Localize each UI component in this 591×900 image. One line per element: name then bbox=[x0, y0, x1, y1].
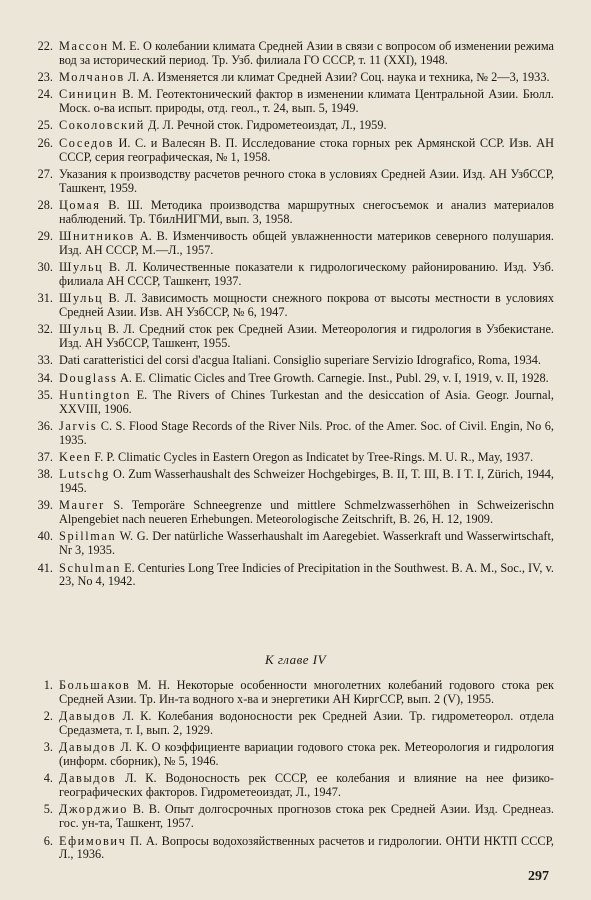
reference-author: Huntington bbox=[59, 387, 132, 402]
reference-number: 40. bbox=[37, 529, 53, 544]
reference-number: 37. bbox=[37, 450, 53, 465]
reference-text bbox=[59, 137, 554, 165]
reference-text bbox=[59, 530, 554, 558]
reference-item bbox=[28, 530, 554, 558]
reference-author: Цомая bbox=[59, 197, 101, 212]
reference-author: Maurer bbox=[59, 498, 105, 513]
reference-item bbox=[28, 323, 554, 351]
reference-author: Jarvis bbox=[59, 418, 98, 433]
reference-item bbox=[28, 772, 554, 800]
reference-number: 39. bbox=[37, 498, 53, 513]
reference-item bbox=[28, 88, 554, 116]
page-number: 297 bbox=[528, 869, 549, 884]
reference-text bbox=[59, 835, 554, 863]
reference-author: Шнитников bbox=[59, 228, 135, 243]
reference-citation: П. А. Вопросы водохозяйственных расчетов и гидрологии. ОНТИ НКТП СССР, Л., 1936. bbox=[59, 833, 554, 862]
reference-citation: Л. К. Водоносность рек СССР, ее колебания и влияние на нее физико-географических факторов. Гидрометеоиздат, Л., 1947. bbox=[59, 771, 554, 800]
reference-text bbox=[59, 230, 554, 258]
reference-citation: Л. К. Колебания водоносности рек Средней Азии. Тр. гидрометеорол. отдела Средазмета, т. I, вып. 2, 1929. bbox=[59, 709, 554, 738]
reference-text bbox=[59, 323, 554, 351]
reference-author: Schulman bbox=[59, 560, 121, 575]
reference-item bbox=[28, 168, 554, 196]
reference-author: Синицин bbox=[59, 87, 118, 102]
reference-text bbox=[59, 119, 554, 133]
reference-text bbox=[59, 199, 554, 227]
reference-text bbox=[59, 562, 554, 590]
reference-author: Массон bbox=[59, 39, 109, 53]
reference-author: Lutschg bbox=[59, 467, 110, 482]
reference-citation: А. В. Изменчивость общей увлажненности материков северного полушария. Изд. АН СССР, М.—Л., 1957. bbox=[59, 228, 554, 257]
reference-text bbox=[59, 354, 554, 368]
reference-number: 28. bbox=[37, 197, 53, 212]
reference-author: Джорджио bbox=[59, 802, 128, 817]
chapter-heading: К главе IV bbox=[264, 652, 327, 667]
reference-list-chapter-4 bbox=[28, 679, 554, 866]
reference-citation: W. G. Der natürliche Wasserhaushalt im Aaregebiet. Wasserkraft und Wasserwirtschaft, Nr 3, 1935. bbox=[59, 529, 554, 558]
reference-number: 2. bbox=[43, 709, 53, 724]
reference-item bbox=[28, 451, 554, 465]
reference-number: 1. bbox=[43, 678, 53, 692]
reference-citation: Д. Л. Речной сток. Гидрометеоиздат, Л., 1959. bbox=[144, 118, 387, 133]
reference-item bbox=[28, 199, 554, 227]
reference-citation: Указания к производству расчетов речного стока в условиях Средней Азии. Изд. АН УзбССР, Ташкент, 1959. bbox=[59, 166, 554, 195]
reference-citation: В. Л. Средний сток рек Средней Азии. Метеорология и гидрология в Узбекистане. Изд. АН УзбССР, Ташкент, 1955. bbox=[59, 322, 554, 351]
reference-item bbox=[28, 499, 554, 527]
reference-author: Давыдов bbox=[59, 740, 117, 755]
reference-citation: O. Zum Wasserhaushalt des Schweizer Hochgebirges, B. II, T. III, B. I T. I, Zürich, 1944, 1945. bbox=[59, 467, 554, 496]
reference-number: 22. bbox=[37, 39, 53, 53]
reference-text bbox=[59, 88, 554, 116]
reference-citation: М. Н. Некоторые особенности многолетних колебаний годового стока рек Средней Азии. Тр. Ин-та водного х-ва и энергетики АН КиргССР, вып. 2 (V), 1955. bbox=[59, 678, 554, 706]
reference-author: Douglass bbox=[59, 370, 118, 385]
reference-number: 25. bbox=[37, 118, 53, 133]
reference-item bbox=[28, 137, 554, 165]
reference-author: Ефимович bbox=[59, 833, 127, 848]
reference-author: Молчанов bbox=[59, 70, 125, 85]
reference-text bbox=[59, 389, 554, 417]
reference-citation: A. E. Climatic Cicles and Tree Growth. Carnegie. Inst., Publ. 29, v. I, 1919, v. II, 1928. bbox=[117, 370, 549, 385]
reference-item bbox=[28, 710, 554, 738]
reference-number: 38. bbox=[37, 467, 53, 482]
reference-item bbox=[28, 803, 554, 831]
reference-number: 6. bbox=[43, 833, 53, 848]
reference-number: 36. bbox=[37, 418, 53, 433]
reference-item bbox=[28, 835, 554, 863]
reference-number: 32. bbox=[37, 322, 53, 337]
reference-item bbox=[28, 562, 554, 590]
reference-list bbox=[28, 40, 554, 593]
reference-text bbox=[59, 679, 554, 707]
reference-citation: В. М. Геотектонический фактор в изменении климата Центральной Азии. Бюлл. Моск. о-ва испыт. природы, отд. геол., т. 24, вып. 5, 1949. bbox=[59, 87, 554, 116]
reference-text bbox=[59, 772, 554, 800]
reference-text bbox=[59, 261, 554, 289]
reference-citation: Dati caratteristici del corsi d'acgua Italiani. Consiglio superiare Servizio Idrografico, Roma, 1934. bbox=[59, 353, 541, 368]
reference-text bbox=[59, 710, 554, 738]
reference-citation: В. Л. Зависимость мощности снежного покрова от высоты местности в условиях Средней Азии. Изв. АН УзбССР, № 6, 1947. bbox=[59, 291, 554, 320]
reference-number: 4. bbox=[43, 771, 53, 786]
reference-citation: И. С. и Валесян В. П. Исследование стока горных рек Армянской ССР. Изв. АН СССР, серия географическая, № 1, 1958. bbox=[59, 135, 554, 164]
reference-number: 35. bbox=[37, 387, 53, 402]
reference-number: 41. bbox=[37, 560, 53, 575]
reference-text bbox=[59, 499, 554, 527]
reference-number: 3. bbox=[43, 740, 53, 755]
reference-author: Шульц bbox=[59, 260, 104, 275]
reference-number: 34. bbox=[37, 370, 53, 385]
reference-text bbox=[59, 468, 554, 496]
reference-citation: S. Temporäre Schneegrenze und mittlere Schmelzwasserhöhen in Schweizerischn Alpengebiet nach neueren Erhebungen. Meteorologische Zeitschrift, B. 26, H. 12, 1909. bbox=[59, 498, 554, 527]
reference-number: 30. bbox=[37, 260, 53, 275]
reference-item bbox=[28, 679, 554, 707]
reference-number: 29. bbox=[37, 228, 53, 243]
reference-number: 31. bbox=[37, 291, 53, 306]
reference-citation: E. The Rivers of Chines Turkestan and the desiccation of Asia. Geogr. Journal, XXVIII, 1906. bbox=[59, 387, 554, 416]
reference-number: 33. bbox=[37, 353, 53, 368]
reference-item bbox=[28, 119, 554, 133]
reference-author: Шульц bbox=[59, 322, 104, 337]
reference-citation: E. Centuries Long Tree Indicies of Precipitation in the Southwest. B. A. M., Soc., IV, v. 23, No 4, 1942. bbox=[59, 560, 554, 589]
reference-text bbox=[59, 451, 554, 465]
reference-author: Соседов bbox=[59, 135, 114, 150]
reference-citation: Л. А. Изменяется ли климат Средней Азии? Соц. наука и техника, № 2—3, 1933. bbox=[124, 70, 550, 85]
reference-text bbox=[59, 372, 554, 386]
reference-citation: В. Л. Количественные показатели к гидрологическому районированию. Изд. Узб. филиала АН СССР, Ташкент, 1937. bbox=[59, 260, 554, 288]
reference-author: Большаков bbox=[59, 678, 131, 692]
reference-number: 24. bbox=[37, 87, 53, 102]
reference-text bbox=[59, 420, 554, 448]
reference-text bbox=[59, 803, 554, 831]
reference-citation: М. Е. О колебании климата Средней Азии в связи с вопросом об изменении режима вод за исторический период. Тр. Узб. филиала ГО СССР, т. 11 (XXI), 1948. bbox=[59, 39, 554, 67]
reference-item bbox=[28, 354, 554, 368]
reference-citation: В. В. Опыт долгосрочных прогнозов стока рек Средней Азии. Изд. Среднеаз. гос. ун-та, Ташкент, 1957. bbox=[59, 802, 554, 831]
reference-item bbox=[28, 292, 554, 320]
reference-item bbox=[28, 372, 554, 386]
reference-author: Keen bbox=[59, 450, 92, 465]
reference-author: Соколовский bbox=[59, 118, 145, 133]
reference-citation: F. P. Climatic Cycles in Eastern Oregon as Indicatet by Tree-Rings. M. U. R., May, 1937. bbox=[91, 450, 534, 465]
reference-author: Шульц bbox=[59, 291, 104, 306]
reference-item bbox=[28, 230, 554, 258]
reference-author: Spillman bbox=[59, 529, 117, 544]
reference-number: 5. bbox=[43, 802, 53, 817]
reference-text bbox=[59, 168, 554, 196]
reference-citation: C. S. Flood Stage Records of the River Nils. Proc. of the Amer. Soc. of Civil. Engin, No 6, 1935. bbox=[59, 418, 554, 447]
reference-number: 26. bbox=[37, 135, 53, 150]
reference-item bbox=[28, 741, 554, 769]
reference-citation: Л. К. О коэффициенте вариации годового стока рек. Метеорология и гидрология (информ. сборник), № 5, 1946. bbox=[59, 740, 554, 769]
reference-text bbox=[59, 40, 554, 68]
reference-citation: В. Ш. Методика производства маршрутных снегосъемок и анализ материалов наблюдений. Тр. ТбилНИГМИ, вып. 3, 1958. bbox=[59, 197, 554, 226]
reference-text bbox=[59, 292, 554, 320]
reference-number: 27. bbox=[37, 166, 53, 181]
reference-item bbox=[28, 261, 554, 289]
reference-author: Давыдов bbox=[59, 709, 117, 724]
reference-item bbox=[28, 389, 554, 417]
reference-number: 23. bbox=[37, 70, 53, 85]
reference-item bbox=[28, 468, 554, 496]
reference-author: Давыдов bbox=[59, 771, 117, 786]
reference-item bbox=[28, 40, 554, 68]
reference-text bbox=[59, 741, 554, 769]
reference-text bbox=[59, 71, 554, 85]
reference-item bbox=[28, 71, 554, 85]
reference-item bbox=[28, 420, 554, 448]
